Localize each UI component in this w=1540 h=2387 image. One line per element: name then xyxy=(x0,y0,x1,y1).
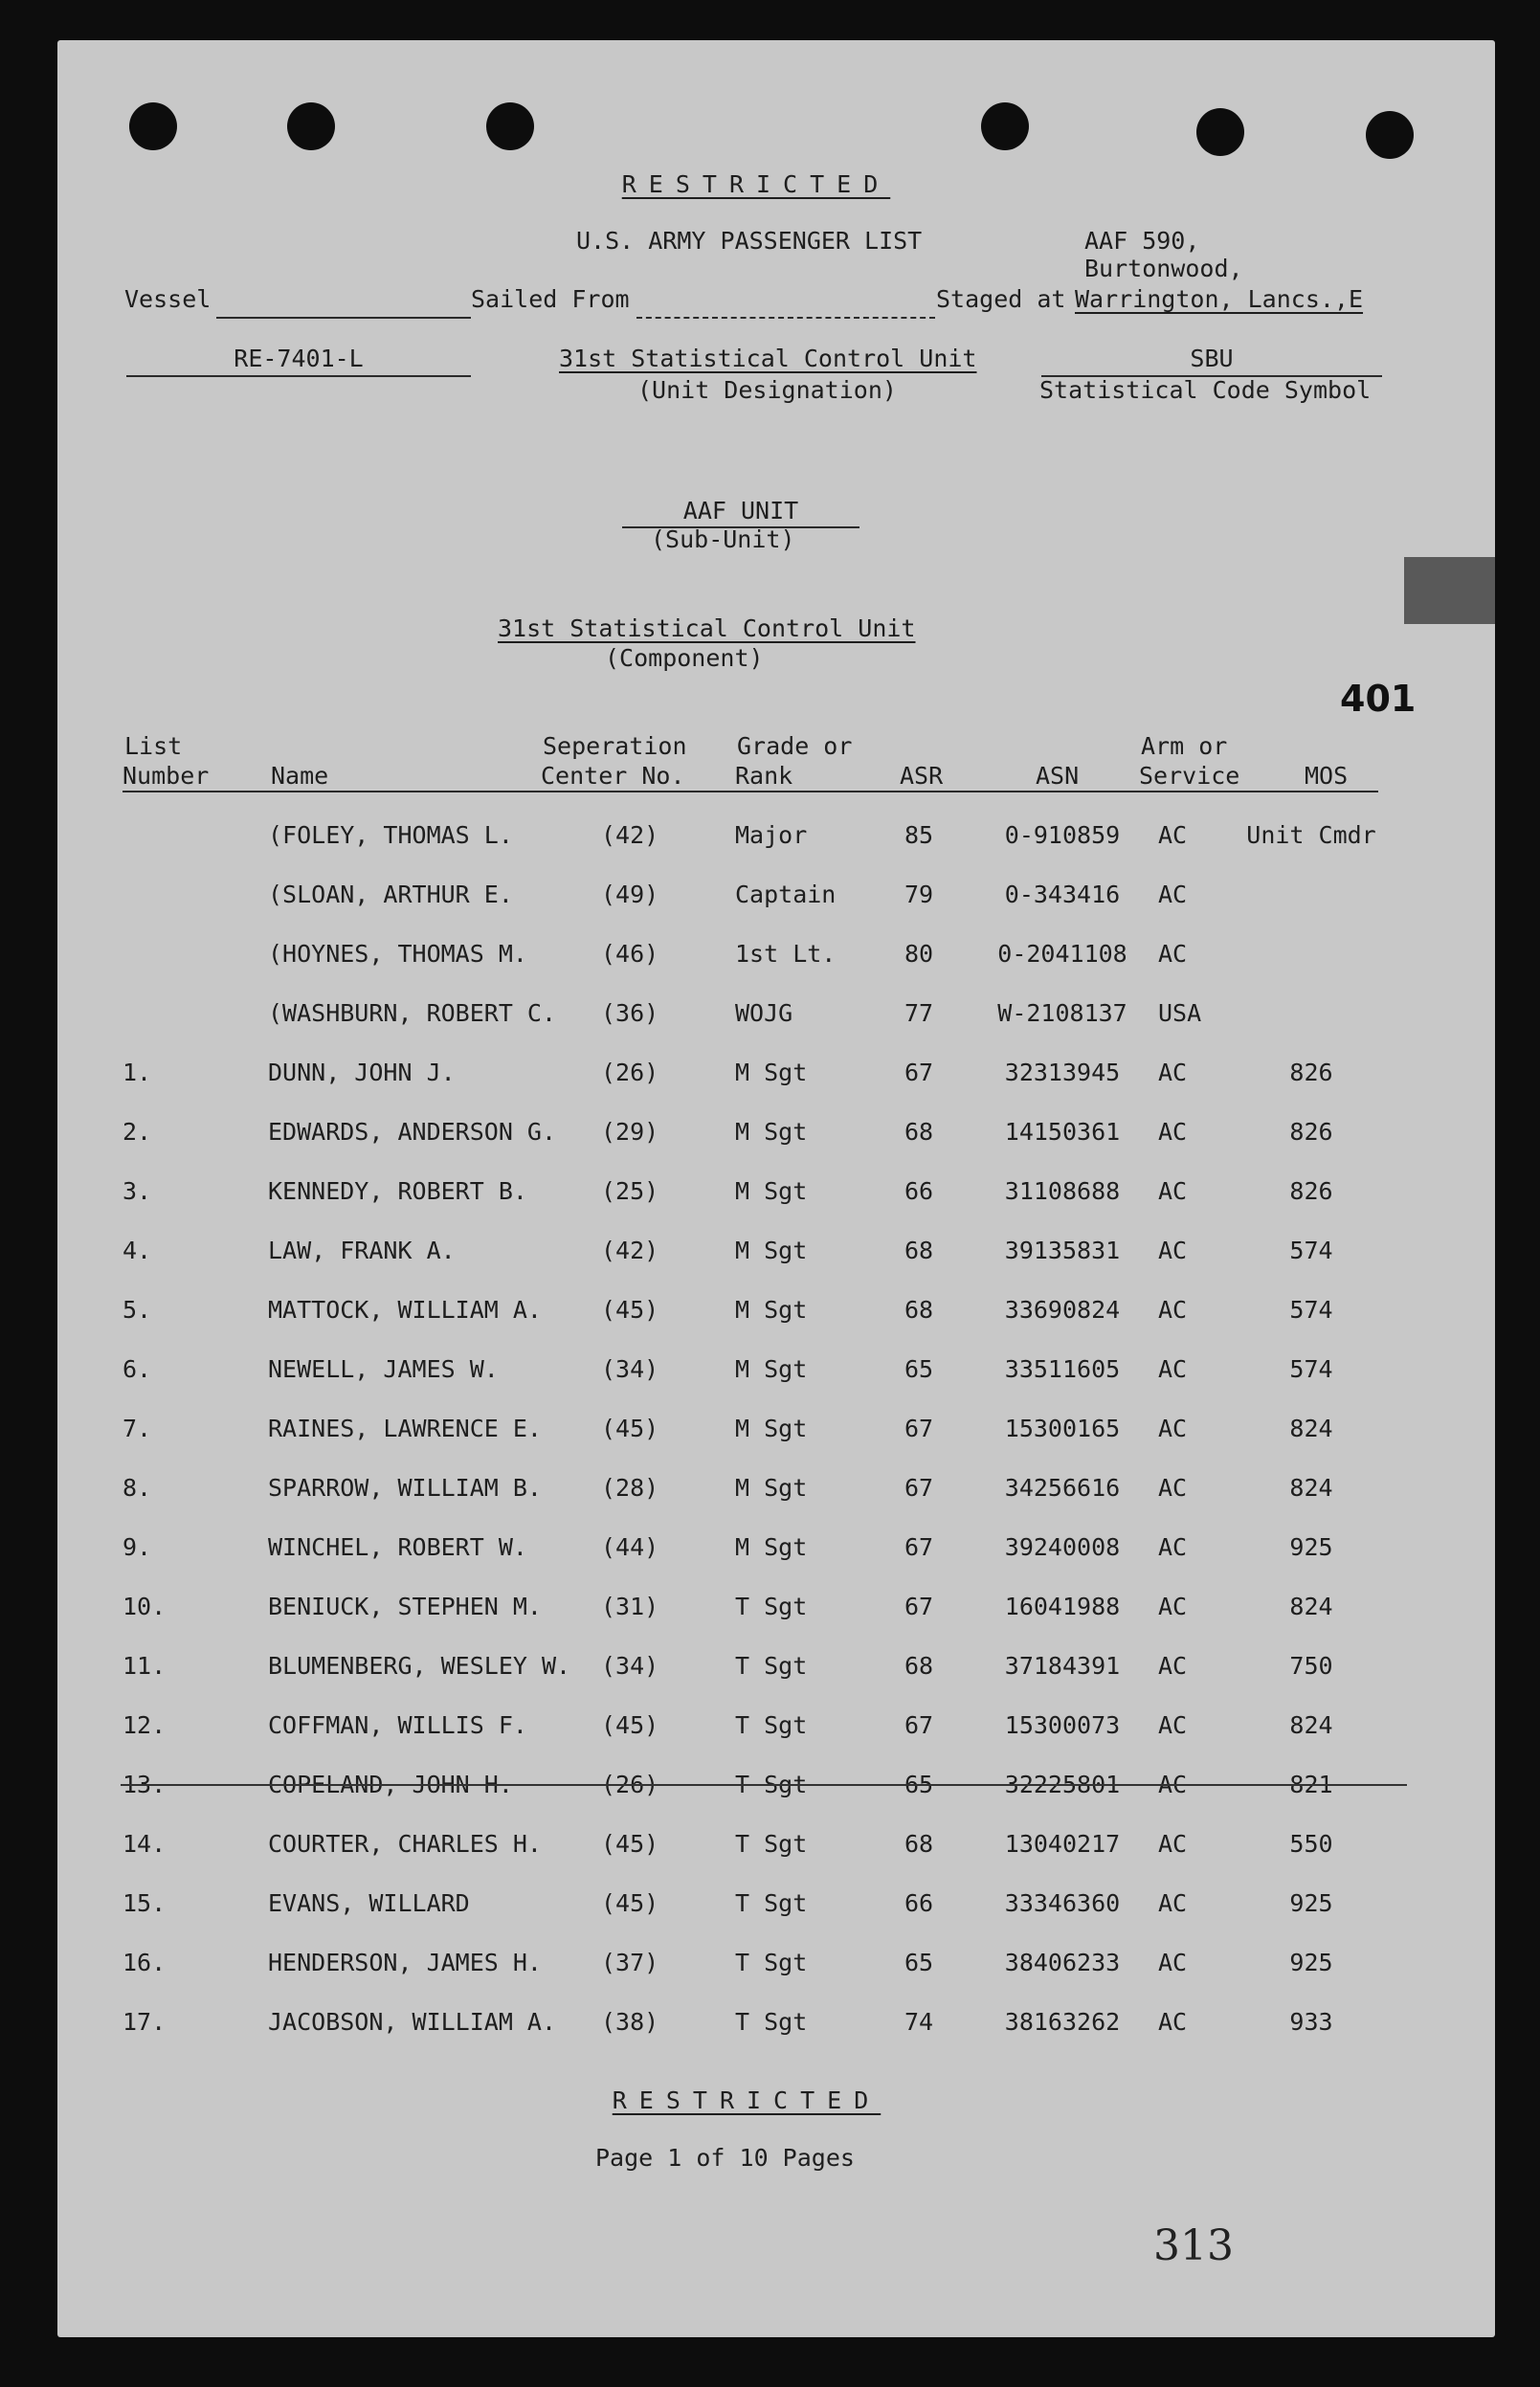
cell-asn: 32313945 xyxy=(1004,1059,1121,1086)
cell-asn: 39240008 xyxy=(1004,1533,1121,1561)
cell-grade: 1st Lt. xyxy=(735,940,837,968)
vessel-label: Vessel xyxy=(124,285,212,313)
cell-list-number: 9. xyxy=(123,1533,152,1561)
cell-grade: M Sgt xyxy=(735,1533,808,1561)
cell-sep-center: (37) xyxy=(601,1949,659,1976)
cell-name: MATTOCK, WILLIAM A. xyxy=(268,1296,542,1324)
vessel-blank xyxy=(216,317,471,319)
col-sep-center: Seperation xyxy=(543,732,687,760)
cell-asn: 37184391 xyxy=(1004,1652,1121,1680)
cell-arm: AC xyxy=(1158,1296,1188,1324)
sailed-from-blank xyxy=(636,317,935,319)
staged-at-label: Staged at xyxy=(936,285,1066,313)
cell-list-number: 10. xyxy=(123,1593,167,1620)
cell-arm: AC xyxy=(1158,881,1188,908)
cell-asn: 33346360 xyxy=(1004,1889,1121,1917)
cell-asr: 67 xyxy=(904,1474,934,1502)
cell-mos: 750 xyxy=(1289,1652,1333,1680)
cell-name: JACOBSON, WILLIAM A. xyxy=(268,2008,557,2036)
cell-grade: M Sgt xyxy=(735,1474,808,1502)
cell-list-number: 11. xyxy=(123,1652,167,1680)
cell-name: EVANS, WILLARD xyxy=(268,1889,470,1917)
cell-mos: 574 xyxy=(1289,1355,1333,1383)
cell-sep-center: (45) xyxy=(601,1296,659,1324)
sub-unit-value: AAF UNIT xyxy=(682,497,799,524)
punch-hole xyxy=(486,102,534,150)
cell-sep-center: (46) xyxy=(601,940,659,968)
cell-name: WINCHEL, ROBERT W. xyxy=(268,1533,527,1561)
cell-sep-center: (29) xyxy=(601,1118,659,1146)
cell-asn: 15300073 xyxy=(1004,1711,1121,1739)
cell-grade: T Sgt xyxy=(735,1949,808,1976)
cell-name: EDWARDS, ANDERSON G. xyxy=(268,1118,557,1146)
cell-list-number: 14. xyxy=(123,1830,167,1858)
cell-sep-center: (31) xyxy=(601,1593,659,1620)
cell-asn: 13040217 xyxy=(1004,1830,1121,1858)
col-arm: Arm or xyxy=(1141,732,1228,760)
cell-asn: 31108688 xyxy=(1004,1177,1121,1205)
cell-asr: 67 xyxy=(904,1711,934,1739)
cell-mos: 826 xyxy=(1289,1118,1333,1146)
cell-asn: 39135831 xyxy=(1004,1237,1121,1264)
cell-mos: Unit Cmdr xyxy=(1246,821,1376,849)
col-list-number: Number xyxy=(123,762,210,790)
cell-sep-center: (44) xyxy=(601,1533,659,1561)
cell-arm: AC xyxy=(1158,1593,1188,1620)
cell-mos: 925 xyxy=(1289,1889,1333,1917)
cell-grade: M Sgt xyxy=(735,1059,808,1086)
cell-arm: AC xyxy=(1158,1652,1188,1680)
cell-arm: AC xyxy=(1158,1118,1188,1146)
cell-sep-center: (42) xyxy=(601,821,659,849)
cell-arm: AC xyxy=(1158,1711,1188,1739)
cell-sep-center: (34) xyxy=(601,1652,659,1680)
cell-asr: 80 xyxy=(904,940,934,968)
cell-list-number: 3. xyxy=(123,1177,152,1205)
cell-arm: USA xyxy=(1158,999,1202,1027)
col-asn: ASN xyxy=(1036,762,1080,790)
cell-name: HENDERSON, JAMES H. xyxy=(268,1949,542,1976)
cell-asn: 33690824 xyxy=(1004,1296,1121,1324)
cell-asn: 14150361 xyxy=(1004,1118,1121,1146)
cell-grade: M Sgt xyxy=(735,1296,808,1324)
cell-list-number: 15. xyxy=(123,1889,167,1917)
cell-arm: AC xyxy=(1158,2008,1188,2036)
handwritten-number: 313 xyxy=(1153,2221,1234,2270)
cell-asr: 67 xyxy=(904,1533,934,1561)
cell-asr: 77 xyxy=(904,999,934,1027)
cell-asr: 68 xyxy=(904,1652,934,1680)
station-line-1: AAF 590, xyxy=(1084,227,1200,255)
col-asr: ASR xyxy=(900,762,944,790)
cell-asn: 15300165 xyxy=(1004,1415,1121,1442)
cell-arm: AC xyxy=(1158,1177,1188,1205)
punch-hole xyxy=(129,102,177,150)
cell-arm: AC xyxy=(1158,1415,1188,1442)
cell-name: (WASHBURN, ROBERT C. xyxy=(268,999,557,1027)
cell-list-number: 1. xyxy=(123,1059,152,1086)
cell-sep-center: (42) xyxy=(601,1237,659,1264)
cell-sep-center: (26) xyxy=(601,1771,659,1798)
col-name: Name xyxy=(271,762,329,790)
punch-hole xyxy=(981,102,1029,150)
unit-designation-value: 31st Statistical Control Unit xyxy=(559,345,977,372)
cell-arm: AC xyxy=(1158,1059,1188,1086)
cell-list-number: 13. xyxy=(123,1771,167,1798)
cell-sep-center: (45) xyxy=(601,1415,659,1442)
cell-sep-center: (25) xyxy=(601,1177,659,1205)
classification-bottom: RESTRICTED xyxy=(612,2086,882,2114)
col-mos: MOS xyxy=(1305,762,1349,790)
cell-arm: AC xyxy=(1158,1771,1188,1798)
classification-top: RESTRICTED xyxy=(621,170,891,198)
cell-mos: 824 xyxy=(1289,1711,1333,1739)
cell-asr: 68 xyxy=(904,1237,934,1264)
cell-grade: M Sgt xyxy=(735,1177,808,1205)
cell-name: BLUMENBERG, WESLEY W. xyxy=(268,1652,571,1680)
index-tab xyxy=(1404,557,1495,624)
cell-name: (FOLEY, THOMAS L. xyxy=(268,821,513,849)
station-line-2: Burtonwood, xyxy=(1084,255,1243,282)
cell-mos: 824 xyxy=(1289,1474,1333,1502)
cell-mos: 826 xyxy=(1289,1177,1333,1205)
cell-asn: W-2108137 xyxy=(997,999,1127,1027)
cell-asn: 32225801 xyxy=(1004,1771,1121,1798)
cell-name: KENNEDY, ROBERT B. xyxy=(268,1177,527,1205)
page-info: Page 1 of 10 Pages xyxy=(595,2144,855,2172)
col-list-number: List xyxy=(124,732,183,760)
cell-name: RAINES, LAWRENCE E. xyxy=(268,1415,542,1442)
punch-hole xyxy=(287,102,335,150)
cell-asr: 74 xyxy=(904,2008,934,2036)
file-number-line xyxy=(126,375,471,377)
cell-grade: T Sgt xyxy=(735,1830,808,1858)
cell-asr: 66 xyxy=(904,1177,934,1205)
cell-asr: 65 xyxy=(904,1949,934,1976)
cell-list-number: 2. xyxy=(123,1118,152,1146)
cell-list-number: 8. xyxy=(123,1474,152,1502)
cell-list-number: 4. xyxy=(123,1237,152,1264)
cell-arm: AC xyxy=(1158,940,1188,968)
cell-grade: T Sgt xyxy=(735,1711,808,1739)
cell-mos: 821 xyxy=(1289,1771,1333,1798)
cell-arm: AC xyxy=(1158,821,1188,849)
cell-mos: 925 xyxy=(1289,1949,1333,1976)
list-title: U.S. ARMY PASSENGER LIST xyxy=(576,227,923,255)
cell-sep-center: (26) xyxy=(601,1059,659,1086)
cell-sep-center: (28) xyxy=(601,1474,659,1502)
cell-mos: 933 xyxy=(1289,2008,1333,2036)
col-sep-center: Center No. xyxy=(541,762,685,790)
staged-at-value: Warrington, Lancs.,E xyxy=(1075,285,1364,313)
cell-name: LAW, FRANK A. xyxy=(268,1237,456,1264)
cell-sep-center: (38) xyxy=(601,2008,659,2036)
cell-sep-center: (36) xyxy=(601,999,659,1027)
cell-mos: 574 xyxy=(1289,1237,1333,1264)
cell-name: BENIUCK, STEPHEN M. xyxy=(268,1593,542,1620)
cell-name: COFFMAN, WILLIS F. xyxy=(268,1711,527,1739)
cell-list-number: 16. xyxy=(123,1949,167,1976)
cell-grade: M Sgt xyxy=(735,1118,808,1146)
cell-name: COPELAND, JOHN H. xyxy=(268,1771,513,1798)
cell-sep-center: (34) xyxy=(601,1355,659,1383)
cell-sep-center: (45) xyxy=(601,1830,659,1858)
cell-mos: 824 xyxy=(1289,1415,1333,1442)
cell-asn: 33511605 xyxy=(1004,1355,1121,1383)
strikethrough-line xyxy=(121,1784,1407,1786)
cell-grade: T Sgt xyxy=(735,2008,808,2036)
cell-grade: WOJG xyxy=(735,999,793,1027)
cell-mos: 925 xyxy=(1289,1533,1333,1561)
cell-asr: 66 xyxy=(904,1889,934,1917)
cell-asr: 67 xyxy=(904,1593,934,1620)
cell-asn: 34256616 xyxy=(1004,1474,1121,1502)
cell-asn: 38406233 xyxy=(1004,1949,1121,1976)
sailed-from-label: Sailed From xyxy=(471,285,630,313)
cell-mos: 550 xyxy=(1289,1830,1333,1858)
cell-name: DUNN, JOHN J. xyxy=(268,1059,456,1086)
cell-name: COURTER, CHARLES H. xyxy=(268,1830,542,1858)
sub-unit-caption: (Sub-Unit) xyxy=(651,525,795,553)
cell-grade: M Sgt xyxy=(735,1415,808,1442)
cell-grade: Major xyxy=(735,821,808,849)
punch-hole xyxy=(1196,108,1244,156)
cell-asn: 38163262 xyxy=(1004,2008,1121,2036)
cell-arm: AC xyxy=(1158,1355,1188,1383)
cell-arm: AC xyxy=(1158,1949,1188,1976)
cell-sep-center: (45) xyxy=(601,1711,659,1739)
cell-list-number: 6. xyxy=(123,1355,152,1383)
cell-asr: 79 xyxy=(904,881,934,908)
cell-mos: 574 xyxy=(1289,1296,1333,1324)
component-value: 31st Statistical Control Unit xyxy=(498,614,916,642)
cell-name: NEWELL, JAMES W. xyxy=(268,1355,499,1383)
cell-grade: T Sgt xyxy=(735,1889,808,1917)
cell-asr: 67 xyxy=(904,1059,934,1086)
code-symbol-value: SBU xyxy=(1190,345,1234,372)
cell-mos: 826 xyxy=(1289,1059,1333,1086)
cell-asn: 0-343416 xyxy=(1004,881,1121,908)
cell-name: (HOYNES, THOMAS M. xyxy=(268,940,527,968)
cell-mos: 824 xyxy=(1289,1593,1333,1620)
cell-list-number: 17. xyxy=(123,2008,167,2036)
cell-arm: AC xyxy=(1158,1533,1188,1561)
cell-name: (SLOAN, ARTHUR E. xyxy=(268,881,513,908)
cell-list-number: 5. xyxy=(123,1296,152,1324)
cell-asn: 16041988 xyxy=(1004,1593,1121,1620)
cell-arm: AC xyxy=(1158,1237,1188,1264)
file-number: RE-7401-L xyxy=(234,345,364,372)
cell-asr: 65 xyxy=(904,1771,934,1798)
cell-sep-center: (49) xyxy=(601,881,659,908)
cell-name: SPARROW, WILLIAM B. xyxy=(268,1474,542,1502)
header-rule xyxy=(123,791,1378,792)
col-grade: Rank xyxy=(735,762,793,790)
cell-asr: 68 xyxy=(904,1118,934,1146)
cell-arm: AC xyxy=(1158,1474,1188,1502)
component-caption: (Component) xyxy=(605,644,764,672)
punch-hole xyxy=(1366,111,1414,159)
cell-asr: 68 xyxy=(904,1296,934,1324)
cell-asr: 68 xyxy=(904,1830,934,1858)
cell-asn: 0-910859 xyxy=(1004,821,1121,849)
cell-sep-center: (45) xyxy=(601,1889,659,1917)
col-arm: Service xyxy=(1139,762,1240,790)
cell-grade: Captain xyxy=(735,881,837,908)
cell-asr: 65 xyxy=(904,1355,934,1383)
col-grade: Grade or xyxy=(737,732,853,760)
code-symbol-caption: Statistical Code Symbol xyxy=(1039,376,1372,404)
cell-list-number: 12. xyxy=(123,1711,167,1739)
cell-grade: T Sgt xyxy=(735,1771,808,1798)
cell-grade: M Sgt xyxy=(735,1355,808,1383)
cell-list-number: 7. xyxy=(123,1415,152,1442)
cell-arm: AC xyxy=(1158,1830,1188,1858)
cell-arm: AC xyxy=(1158,1889,1188,1917)
cell-asn: 0-2041108 xyxy=(997,940,1127,968)
cell-grade: M Sgt xyxy=(735,1237,808,1264)
cell-grade: T Sgt xyxy=(735,1593,808,1620)
cell-asr: 85 xyxy=(904,821,934,849)
stamp-number: 401 xyxy=(1340,678,1417,720)
unit-designation-caption: (Unit Designation) xyxy=(637,376,897,404)
cell-asr: 67 xyxy=(904,1415,934,1442)
cell-grade: T Sgt xyxy=(735,1652,808,1680)
